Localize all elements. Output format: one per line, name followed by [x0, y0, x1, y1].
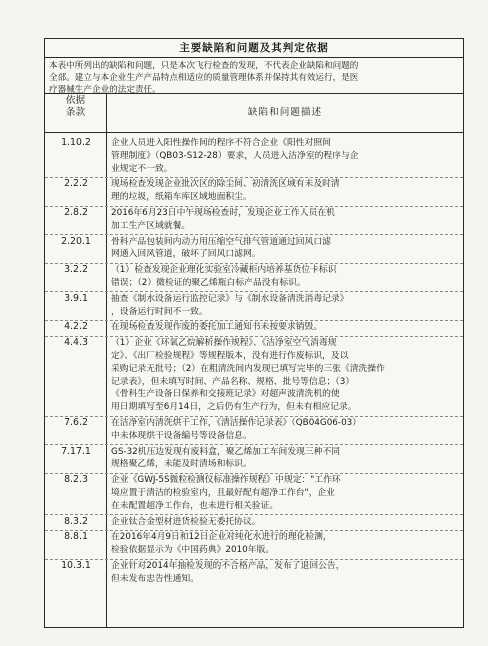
- description-line: 网通入回风管道，破坏了回风口滤网。: [111, 249, 261, 260]
- header-description: 缺陷和问题描述: [247, 107, 323, 118]
- clause-number: 10.3.1: [61, 560, 91, 571]
- description-line: 企业人员进入阳性操作间的程序不符合企业《阳性对照间: [111, 138, 331, 148]
- defect-description: [111, 417, 460, 443]
- description-line: 在现场检查发现作废的委托加工通知书未按要求销毁。: [111, 322, 323, 333]
- description-line: GS-32机压边发现有废料盒，聚乙烯加工车间发现三种不同: [111, 446, 341, 457]
- description-line: 采购记录无批号；（2）在粗清洗间内发现已填写完毕的三张《清洗操作: [111, 363, 385, 374]
- clause-number: 2.20.1: [61, 235, 91, 247]
- description-line: 加工生产区域就餐。: [111, 220, 191, 231]
- clause-number: 2.8.2: [64, 207, 88, 218]
- header-basis-line: 条款: [65, 107, 86, 118]
- table-body: [45, 133, 463, 628]
- description-line: 但未发布忠告性通知。: [111, 573, 199, 584]
- clause-number: 8.3.2: [64, 515, 88, 527]
- description-line: （1）企业《环氧乙烷解析操作规程》、《洁净室空气消毒规: [111, 338, 337, 349]
- description-line: 《骨科生产设备日保养和交接班记录》对超声波清洗机的使: [111, 389, 340, 400]
- description-line: 中未体现烘干设备编号等设备信息。: [111, 430, 252, 441]
- defect-description: [111, 137, 460, 175]
- description-column: [107, 133, 463, 628]
- description-line: 在未配置超净工作台，也未进行相关验证。: [111, 500, 279, 511]
- description-line: 规格聚乙烯，未能及时清场和标识。: [111, 459, 252, 470]
- table-header: [45, 94, 463, 133]
- description-line: 管理制度》（QB03-S12-28）要求，人员进入洁净室的程序与企: [111, 150, 359, 161]
- clause-number: 3.9.1: [64, 292, 88, 304]
- header-basis: [45, 94, 107, 132]
- description-line: 2016年6月23日中午现场检查时，发现企业工作人员在机: [111, 208, 335, 218]
- intro-line: 本表中所列出的缺陷和问题，只是本次飞行检查的发现，不代表企业缺陷和问题的: [49, 61, 359, 71]
- description-line: 境应置于清洁的检验室内，且最好配有超净工作台"，企业: [111, 487, 335, 498]
- defect-description: [111, 264, 460, 290]
- description-line: 业规定不一致。: [111, 163, 173, 174]
- defect-table: [44, 38, 464, 628]
- description-line: 企业《GWJ-5S微粒检测仪标准操作规程》中规定："工作环: [111, 475, 341, 486]
- defect-description: [111, 321, 460, 334]
- description-line: 理的垃圾，纸箱车库区域地面积尘。: [111, 192, 252, 203]
- description-line: 用日期填写至6月14日，之后仍有生产行为，但未有相应记录。: [111, 402, 357, 413]
- defect-description: [111, 236, 460, 262]
- intro-line: 全部。建立与本企业生产产品特点相适应的质量管理体系并保持其有效运行，是医: [49, 73, 359, 83]
- description-line: （1）检查发现企业理化实验室冷藏柜内培养基货位卡标识: [111, 265, 337, 276]
- defect-description: [111, 516, 460, 529]
- clause-number: 7.6.2: [64, 417, 88, 428]
- defect-description: [111, 178, 460, 204]
- header-basis-line: 依据: [65, 95, 86, 106]
- description-line: 定》、《出厂检验规程》等规程版本，没有进行作废标识，及以: [111, 350, 349, 361]
- description-line: 抽查《制水设备运行监控记录》与《制水设备清洗消毒记录》: [111, 293, 349, 304]
- description-line: 错误；（2）微检证的聚乙烯瓶白标产品没有标识。: [111, 277, 306, 288]
- clause-number: 1.10.2: [61, 137, 91, 148]
- clause-number: 3.2.2: [64, 264, 88, 276]
- table-title: 主要缺陷和问题及其判定依据: [45, 39, 463, 58]
- intro-line: 疗器械生产企业的法定责任。: [49, 85, 161, 94]
- defect-description: [111, 337, 460, 414]
- clause-number: 8.8.1: [64, 531, 88, 543]
- description-line: 企业钛合金型材进货检验无委托协议。: [111, 516, 261, 527]
- description-line: 在洁净室内清洗烘干工作，《清洁操作记录表》（QB04G06-03）: [111, 418, 362, 428]
- intro-note: [45, 58, 463, 94]
- description-line: 现场检查发现企业批次区的除尘间、初清洗区域有未及时清: [111, 179, 340, 190]
- clause-number: 7.17.1: [61, 445, 91, 457]
- description-line: 企业针对2014年抽检发现的不合格产品，发布了退回公告，: [111, 561, 345, 571]
- description-line: 在2016年4月9日和12日企业对纯化水进行的理化检测，: [111, 532, 332, 543]
- description-line: ，设备运行时间不一致。: [111, 306, 208, 317]
- description-line: 记录表》，但未填写时间、产品名称、规格、批号等信息；（3）: [111, 376, 355, 387]
- defect-description: [111, 446, 460, 472]
- description-line: 骨科产品包装间内动力用压缩空气排气管道通过回风口滤: [111, 236, 331, 247]
- defect-description: [111, 474, 460, 512]
- defect-description: [111, 560, 460, 586]
- description-line: 检验依据显示为《中国药典》2010年版。: [111, 545, 275, 556]
- defect-description: [111, 531, 460, 557]
- defect-description: [111, 207, 460, 233]
- clause-number: 2.2.2: [64, 178, 88, 190]
- defect-description: [111, 293, 460, 319]
- clause-number: 8.2.3: [64, 474, 88, 486]
- clause-column: [45, 133, 107, 628]
- clause-number: 4.4.3: [64, 337, 88, 349]
- clause-number: 4.2.2: [64, 321, 88, 333]
